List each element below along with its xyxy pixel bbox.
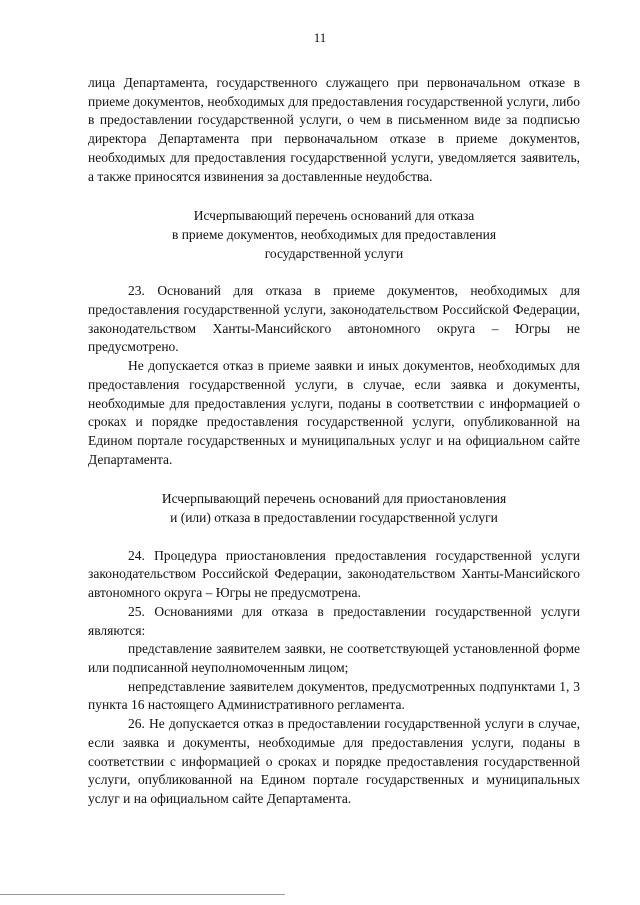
paragraph-25-item-2: непредставление заявителем документов, предусмотренных подпунктами 1, 3 пункта 16 настоящего Административного регламента. (88, 678, 580, 713)
paragraph-26: 26. Не допускается отказ в предоставлении государственной услуги в случае, если заявка и документы, необходимые для предоставления услуги, поданы в соответствии с информацией о сроках и порядке предоставления государственной услуги, опубликованной на Едином портале государственных и муниципальных услуг и на официальном сайте Департамента. (88, 716, 580, 806)
paragraph-intro: лица Департамента, государственного служащего при первоначальном отказе в приеме документов, необходимых для предоставления государственной услуги, либо в предоставлении государственной услуги, о чем в письменном виде за подписью директора Департамента при первоначальном отказе в приеме документов, необходимых для предоставления государственной услуги, уведомляется заявитель, а также приносятся извинения за доставленные неудобства. (88, 75, 580, 184)
section-heading-refusal-line2: в приеме документов, необходимых для предоставления (171, 226, 497, 242)
paragraph-25-item-1: представление заявителем заявки, не соответствующей установленной форме или подписанной неуполномоченным лицом; (88, 641, 580, 675)
paragraph-23-continued: Не допускается отказ в приеме заявки и иных документов, необходимых для предоставления государственной услуги, в случае, если заявка и документы, необходимые для предоставления услуги, поданы в соответствии с информацией о сроках и порядке предоставления государственной услуги, опубликованной на Едином портале государственных и муниципальных услуг и на официальном сайте Департамента. (88, 358, 580, 467)
paragraph-24: 24. Процедура приостановления предоставления государственной услуги законодательством Российской Федерации, законодательством Ханты-Мансийского автономного округа – Югры не предусмотрена. (88, 547, 580, 601)
section-heading-suspension-line2: и (или) отказа в предоставлении государственной услуги (170, 510, 498, 526)
paragraph-23: 23. Оснований для отказа в приеме документов, необходимых для предоставления государственной услуги, законодательством Российской Федерации, законодательством Ханты-Мансийского автономного округа – Югры не предусмотрено. (88, 283, 580, 355)
paragraph-25: 25. Основаниями для отказа в предоставлении государственной услуги являются: (88, 603, 580, 638)
page-number: 11 (313, 30, 327, 45)
document-body (88, 74, 580, 809)
footer-rule (0, 894, 285, 895)
section-heading-suspension-line1: Исчерпывающий перечень оснований для приостановления (161, 491, 507, 507)
section-heading-refusal-line3: государственной услуги (264, 245, 404, 261)
section-heading-refusal-line1: Исчерпывающий перечень оснований для отказа (193, 208, 475, 224)
